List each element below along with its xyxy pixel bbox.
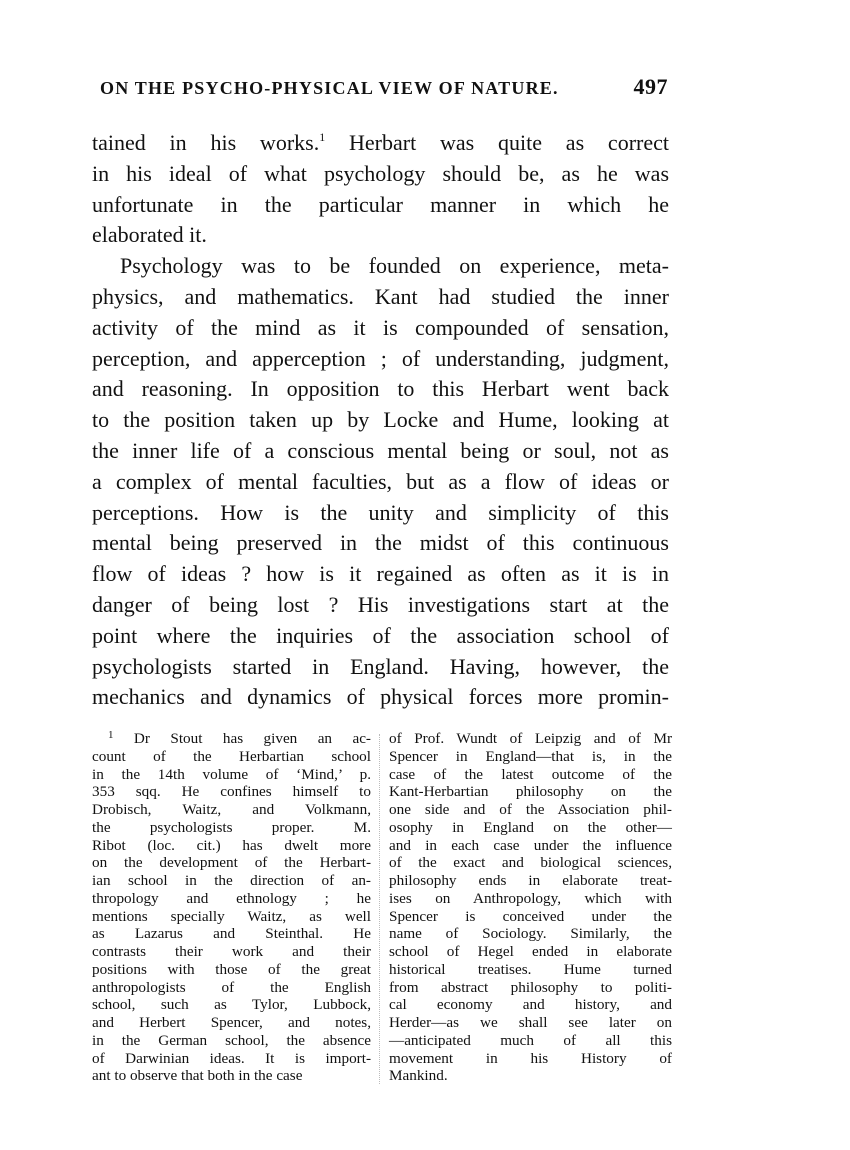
footnote-line: positions with those of the great <box>92 960 371 978</box>
body-line: mechanics and dynamics of physical forces more promin- <box>92 684 669 710</box>
footnote-line: case of the latest outcome of the <box>389 765 672 783</box>
footnote-line: cal economy and history, and <box>389 996 672 1014</box>
footnote-line <box>92 730 371 748</box>
page-number: 497 <box>633 74 668 99</box>
footnote-marker: 1 <box>108 729 114 741</box>
body-line: the inner life of a conscious mental being or soul, not as <box>92 437 669 463</box>
body-line: a complex of mental faculties, but as a flow of ideas or <box>92 468 669 494</box>
footnote-reference: 1 <box>319 130 326 144</box>
footnote-line: movement in his History of <box>389 1049 672 1067</box>
footnote-line: Kant-Herbartian philosophy on the <box>389 783 672 801</box>
footnote-line-text: Dr Stout has given an ac- <box>113 730 371 747</box>
footnote-column-divider <box>379 734 380 1084</box>
footnote-line: philosophy ends in elaborate treat- <box>389 872 672 889</box>
footnote-line: name of Sociology. Similarly, the <box>389 925 672 943</box>
body-line: point where the inquiries of the association school of <box>92 622 669 648</box>
body-line: in his ideal of what psychology should be, as he was <box>92 160 669 186</box>
footnote-line: Drobisch, Waitz, and Volkmann, <box>92 801 371 818</box>
footnote-line: Mankind. <box>389 1067 448 1085</box>
body-line: physics, and mathematics. Kant had studied the inner <box>92 283 669 309</box>
footnote-line: and Herbert Spencer, and notes, <box>92 1014 371 1031</box>
footnote-line: ises on Anthropology, which with <box>389 889 672 907</box>
footnote-line: in the 14th volume of ‘Mind,’ p. <box>92 765 371 783</box>
footnote-line: of the exact and biological sciences, <box>389 854 672 872</box>
footnote-line: anthropologists of the English <box>92 978 371 996</box>
footnote-line: Ribot (loc. cit.) has dwelt more <box>92 836 371 854</box>
body-line: perception, and apperception ; of understanding, judgment, <box>92 345 669 371</box>
body-line: danger of being lost ? His investigations start at the <box>92 591 669 617</box>
footnote-column-left <box>92 730 371 1085</box>
body-line: Psychology was to be founded on experience, meta- <box>120 253 669 279</box>
footnote-line: school, such as Tylor, Lubbock, <box>92 996 371 1014</box>
footnote-line: from abstract philosophy to politi- <box>389 978 672 996</box>
footnote-line: thropology and ethnology ; he <box>92 889 371 907</box>
body-text <box>92 128 669 713</box>
footnote-line: on the development of the Herbart- <box>92 854 371 872</box>
body-line: unfortunate in the particular manner in which he <box>92 191 669 217</box>
footnote-line: historical treatises. Hume turned <box>389 960 672 978</box>
footnote-line: the psychologists proper. M. <box>92 818 371 836</box>
body-line: flow of ideas ? how is it regained as often as it is in <box>92 561 669 587</box>
footnote-line: one side and of the Association phil- <box>389 801 672 818</box>
body-line: and reasoning. In opposition to this Herbart went back <box>92 376 669 402</box>
body-line: elaborated it. <box>92 222 207 248</box>
footnote-line: of Darwinian ideas. It is import- <box>92 1049 371 1067</box>
body-line: mental being preserved in the midst of this continuous <box>92 530 669 556</box>
footnote-line: —anticipated much of all this <box>389 1031 672 1049</box>
footnote-line: Herder—as we shall see later on <box>389 1014 672 1031</box>
footnote-line: ant to observe that both in the case <box>92 1067 303 1085</box>
footnote-line: contrasts their work and their <box>92 943 371 960</box>
footnote-line: Spencer is conceived under the <box>389 907 672 925</box>
body-line-text: Herbart was quite as correct <box>325 130 669 155</box>
body-line <box>92 128 669 159</box>
body-line: activity of the mind as it is compounded of sensation, <box>92 314 669 340</box>
footnote-line: as Lazarus and Steinthal. He <box>92 925 371 943</box>
footnote-line: Spencer in England—that is, in the <box>389 747 672 765</box>
footnote-line: in the German school, the absence <box>92 1031 371 1049</box>
footnote-line: mentions specially Waitz, as well <box>92 907 371 925</box>
footnote-line: of Prof. Wundt of Leipzig and of Mr <box>389 730 672 747</box>
footnote-column-right <box>389 730 672 1085</box>
body-line: perceptions. How is the unity and simplicity of this <box>92 499 669 525</box>
footnote-line: school of Hegel ended in elaborate <box>389 943 672 960</box>
footnote-line: count of the Herbartian school <box>92 747 371 765</box>
running-head-title: ON THE PSYCHO-PHYSICAL VIEW OF NATURE. <box>100 78 559 98</box>
body-line: psychologists started in England. Having, however, the <box>92 653 669 679</box>
body-line-text: tained in his works. <box>92 130 320 155</box>
footnote-line: 353 sqq. He confines himself to <box>92 783 371 801</box>
footnote-line: and in each case under the influence <box>389 836 672 854</box>
footnote-line: ian school in the direction of an- <box>92 872 371 889</box>
footnote-line: osophy in England on the other— <box>389 818 672 836</box>
body-line: to the position taken up by Locke and Hume, looking at <box>92 407 669 433</box>
